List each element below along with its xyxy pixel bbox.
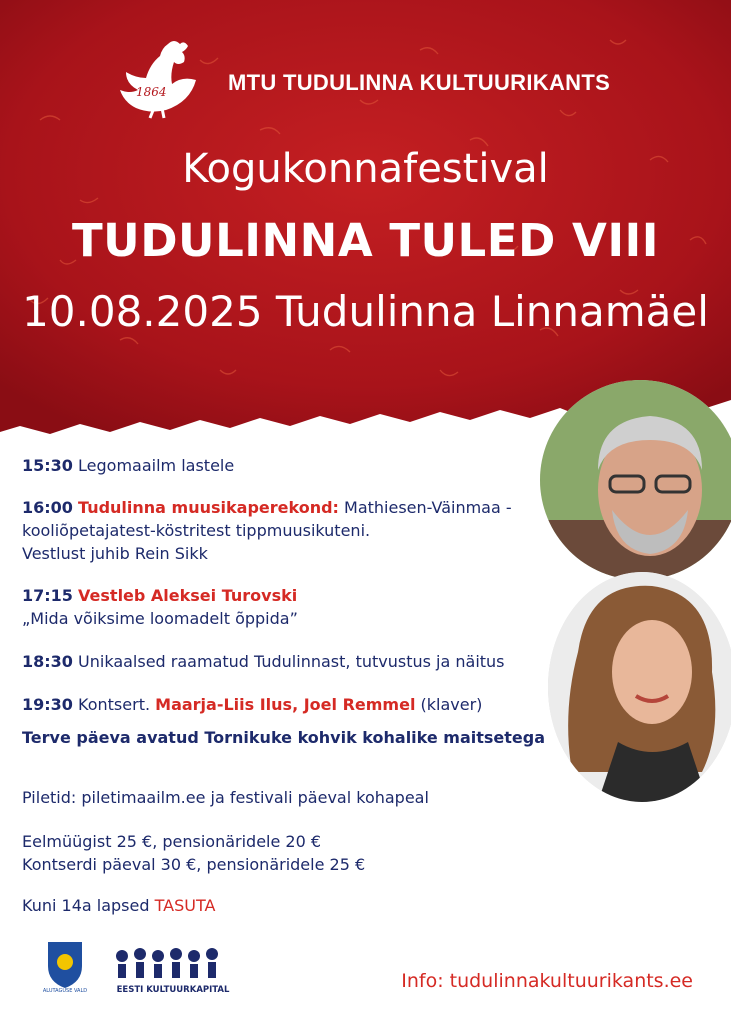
program-text-line2: kooliõpetajatest-köstritest tippmuusikuteni. — [22, 521, 371, 540]
festival-subtitle: Kogukonnafestival — [182, 146, 549, 192]
program-time: 19:30 — [22, 695, 73, 714]
program-highlight: Maarja-Liis Ilus, Joel Remmel — [155, 695, 416, 714]
program-text: Legomaailm lastele — [78, 456, 235, 475]
program-text-line2: „Mida võiksime loomadelt õppida” — [22, 609, 298, 628]
tickets-presale: Eelmüügist 25 €, pensionäridele 20 € — [22, 832, 322, 851]
program-item-3 — [22, 584, 298, 630]
singer-photo — [548, 572, 731, 802]
program-time: 15:30 — [22, 456, 73, 475]
tickets-where: Piletid: piletimaailm.ee ja festivali päeval kohapeal — [22, 788, 429, 807]
footer-info-link[interactable]: Info: tudulinnakultuurikants.ee — [401, 970, 693, 992]
organization-name: MTU TUDULINNA KULTUURIKANTS — [228, 70, 611, 95]
kids-prefix: Kuni 14a lapsed — [22, 896, 150, 915]
program-text-line3: Vestlust juhib Rein Sikk — [22, 544, 208, 563]
svg-text:1864: 1864 — [136, 85, 167, 99]
program-text: Unikaalsed raamatud Tudulinnast, tutvustus ja näitus — [78, 652, 505, 671]
program-highlight: Tudulinna muusikaperekond: — [78, 498, 339, 517]
kids-free-line — [22, 894, 215, 917]
program-item-1 — [22, 454, 234, 477]
kids-free: TASUTA — [154, 896, 216, 915]
program-time: 17:15 — [22, 586, 73, 605]
program-item-4 — [22, 650, 505, 673]
program-time: 16:00 — [22, 498, 73, 517]
kulka-logo — [110, 936, 236, 996]
program-text-after: (klaver) — [420, 695, 483, 714]
program-item-5 — [22, 693, 482, 716]
program-text: Kontsert. — [78, 695, 151, 714]
rooster-logo — [106, 38, 210, 120]
program-highlight: Vestleb Aleksei Turovski — [78, 586, 298, 605]
program-time: 18:30 — [22, 652, 73, 671]
program-item-2 — [22, 496, 512, 565]
tickets-dayof: Kontserdi päeval 30 €, pensionäridele 25 € — [22, 855, 366, 874]
festival-title: TUDULINNA TULED VIII — [71, 214, 660, 267]
alutaguse-coat-of-arms — [40, 938, 90, 994]
svg-text:EESTI KULTUURKAPITAL: EESTI KULTUURKAPITAL — [116, 985, 230, 995]
svg-text:ALUTAGUSE VALD: ALUTAGUSE VALD — [42, 988, 88, 994]
festival-date-place: 10.08.2025 Tudulinna Linnamäel — [22, 287, 709, 336]
speaker-photo — [540, 380, 731, 580]
program-text: Mathiesen-Väinmaa - — [344, 498, 512, 517]
cafe-note: Terve päeva avatud Tornikuke kohvik kohalike maitsetega — [22, 728, 546, 747]
